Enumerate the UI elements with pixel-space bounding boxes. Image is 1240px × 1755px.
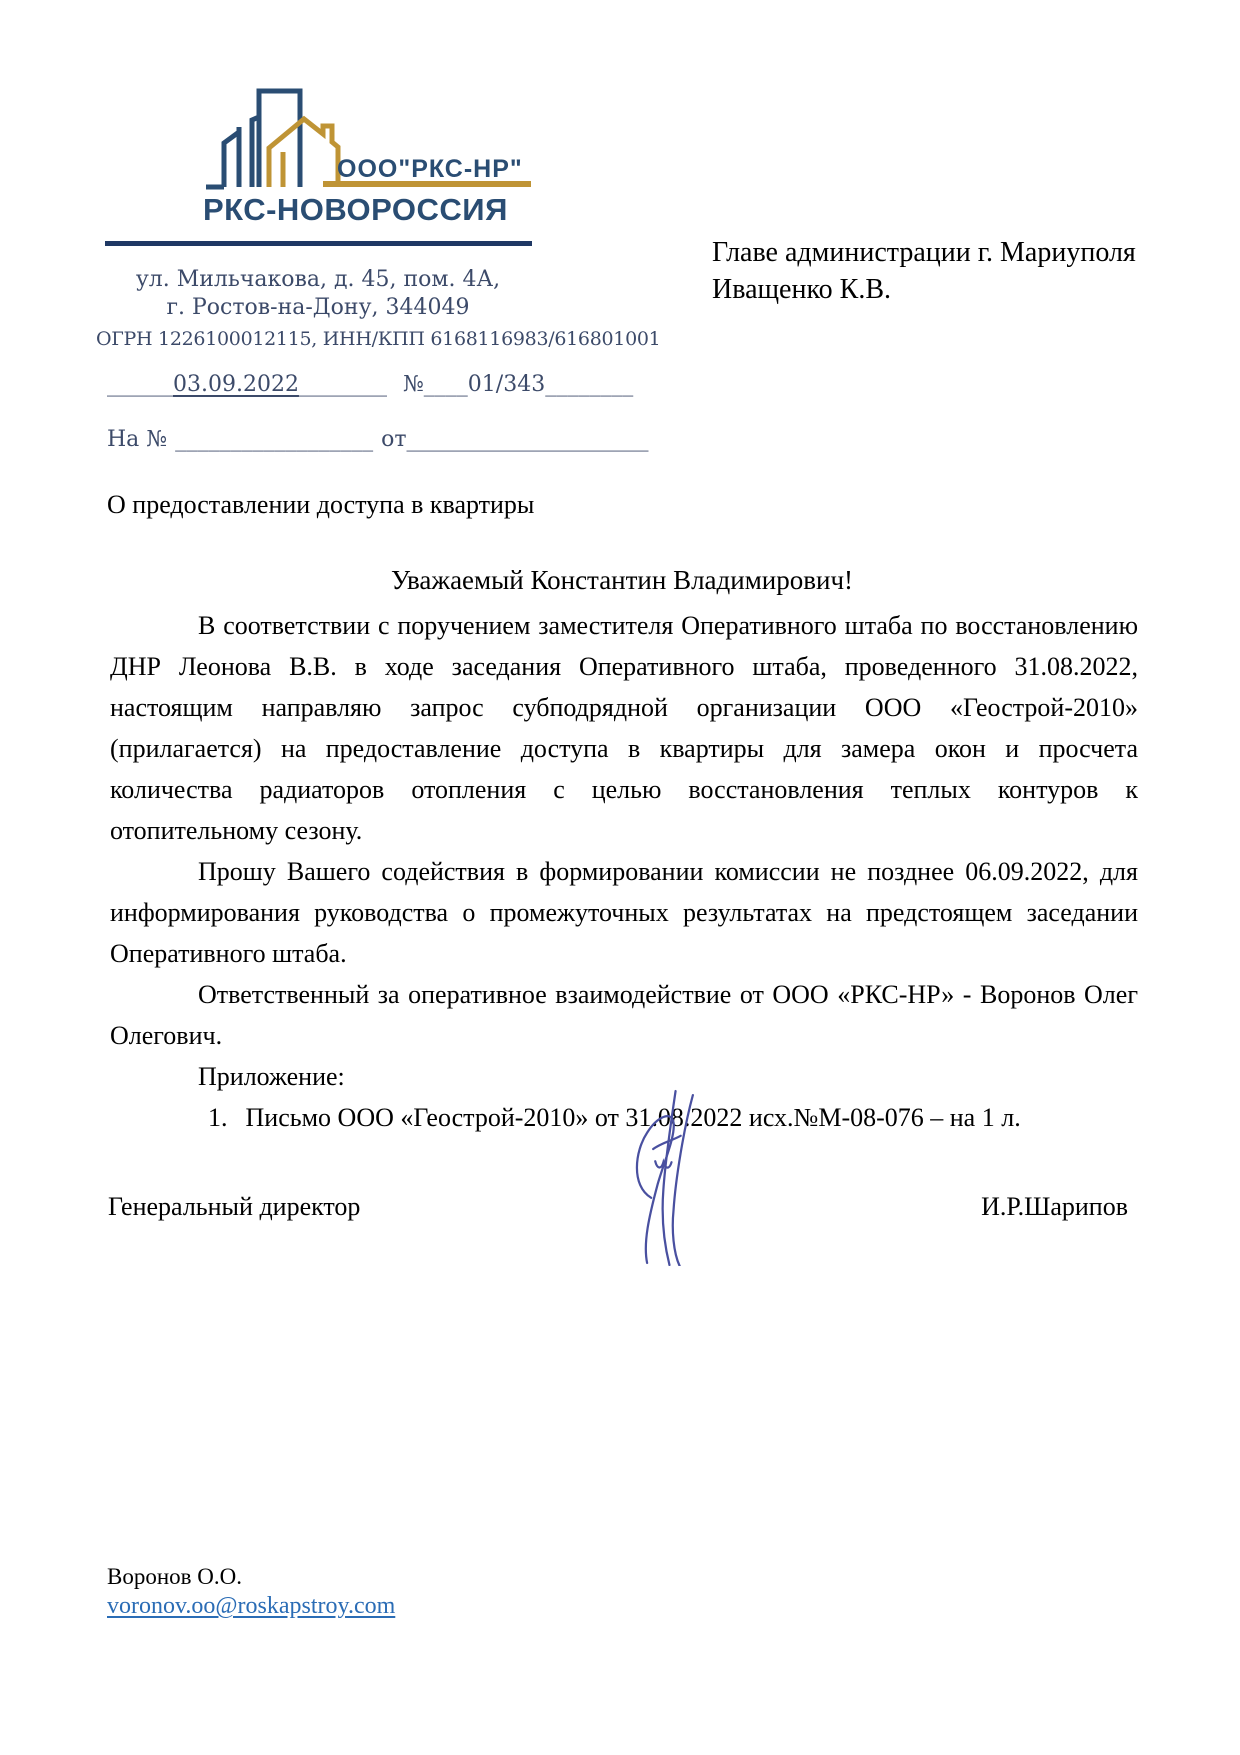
- address-city: г. Ростов-на-Дону, 344049: [166, 295, 470, 320]
- salutation: Уважаемый Константин Владимирович!: [390, 565, 854, 595]
- contact-email-link[interactable]: voronov.oo@roskapstroy.com: [107, 1593, 396, 1619]
- reply-blank: __________________: [175, 427, 374, 452]
- reply-from-label: от: [381, 427, 407, 452]
- body-paragraph-1: В соответствии с поручением заместителя Оперативного штаба по восстановлению ДНР Леонова В.В. в ходе заседания Оперативного штаба, проведенного 31.08.2022, настоящим направляю запрос субподрядной организации ООО «Геострой-2010» (прилагается) на предоставление доступа в квартиры для замера окон и просчета количества радиаторов отопления с целью восстановления теплых контуров к отопительному сезону.: [110, 611, 1138, 845]
- outgoing-date: 03.09.2022: [173, 372, 299, 397]
- buildings-icon: [206, 91, 300, 187]
- company-logo-icon: [203, 86, 533, 191]
- date-blank: ______: [107, 372, 173, 397]
- reply-label: На №: [107, 427, 168, 452]
- letter-body: [110, 605, 1138, 1138]
- letterhead-divider: [105, 241, 532, 246]
- address-street: ул. Мильчакова, д. 45, пом. 4А,: [135, 267, 501, 292]
- contact-name: Воронов О.О.: [107, 1564, 242, 1589]
- attachment-item-number: 1.: [208, 1103, 228, 1132]
- body-paragraph-3: Ответственный за оперативное взаимодействие от ООО «РКС-НР» - Воронов Олег Олегович.: [110, 980, 1138, 1050]
- signoff-position: Генеральный директор: [108, 1192, 361, 1221]
- reply-reference-line: [107, 427, 649, 452]
- recipient-line2: Иващенко К.В.: [712, 274, 892, 305]
- body-paragraph-2: Прошу Вашего содействия в формировании комиссии не позднее 06.09.2022, для информирования руководства о промежуточных результатах на предстоящем заседании Оперативного штаба.: [110, 857, 1138, 968]
- attachment-item-text: Письмо ООО «Геострой-2010» от 31.08.2022 исх.№М-08-076 – на 1 л.: [245, 1103, 1021, 1132]
- contact-email-row: [107, 1593, 395, 1620]
- number-blank: ____: [423, 372, 468, 397]
- number-sign: №: [402, 372, 424, 397]
- outgoing-date-number-line: [107, 372, 633, 397]
- logo-org-short: ООО"РКС-НР": [337, 155, 523, 183]
- logo-org-name: РКС-НОВОРОССИЯ: [203, 192, 508, 227]
- outgoing-number: 01/343: [467, 372, 546, 397]
- reply-from-blank: ______________________: [406, 427, 649, 452]
- handwritten-signature: [612, 1088, 730, 1266]
- company-logo: [203, 86, 543, 228]
- house-icon: [269, 119, 338, 187]
- signoff-name: И.Р.Шарипов: [981, 1192, 1128, 1221]
- number-blank: ________: [545, 372, 634, 397]
- subject-line: О предоставлении доступа в квартиры: [107, 490, 535, 519]
- address-ogrn-inn: ОГРН 1226100012115, ИНН/КПП 6168116983/616801001: [96, 328, 661, 350]
- date-blank: ________: [298, 372, 387, 397]
- attachment-label: Приложение:: [198, 1062, 345, 1091]
- letterhead-address: [96, 266, 661, 353]
- recipient-block: [712, 234, 1136, 308]
- recipient-line1: Главе администрации г. Мариуполя: [712, 237, 1136, 268]
